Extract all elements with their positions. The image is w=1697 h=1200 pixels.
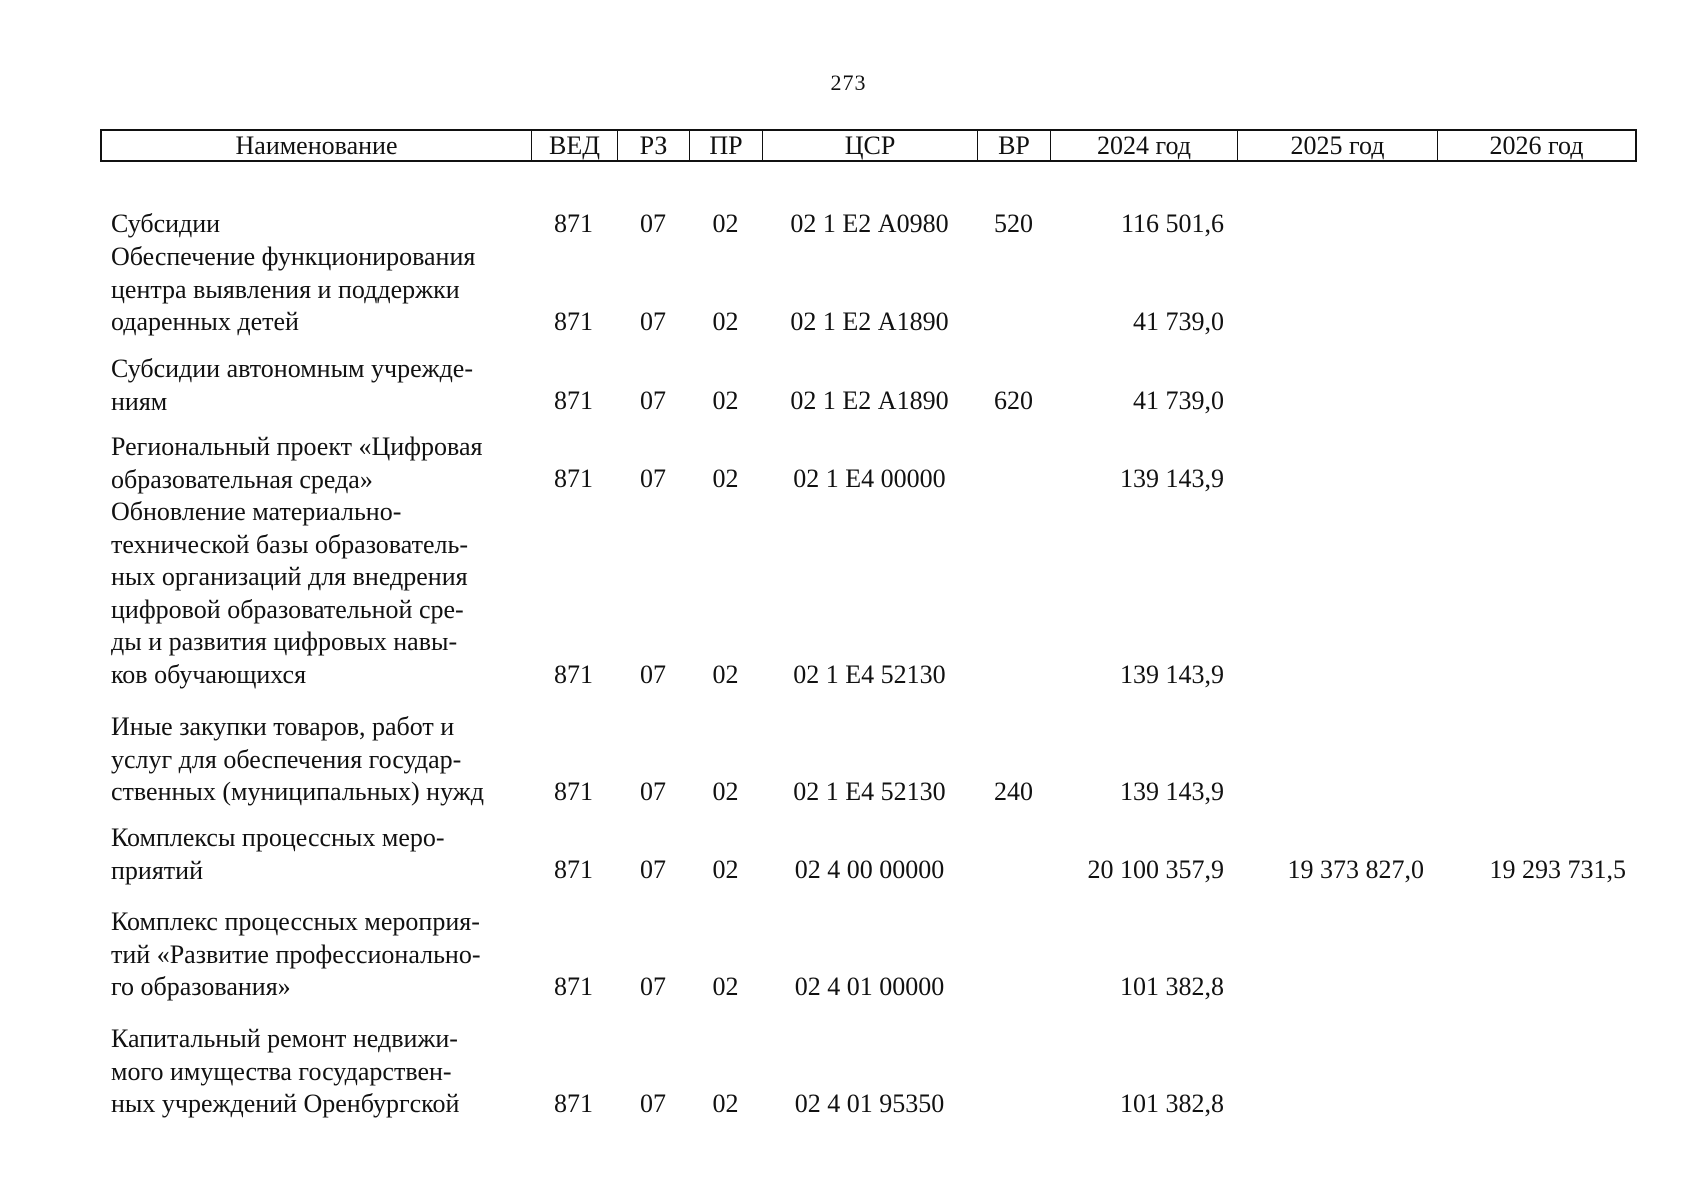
header-vr: ВР [978,131,1051,160]
row-rz: 07 [640,464,666,493]
row-rz: 07 [640,855,666,884]
row-csr: 02 4 01 00000 [794,972,945,1001]
header-2024: 2024 год [1051,131,1238,160]
row-pr: 02 [712,209,739,238]
row-2024: 139 143,9 [1120,660,1224,689]
row-rz: 07 [640,209,666,238]
row-ved: 871 [554,209,593,238]
row-rz: 07 [640,1089,666,1118]
row-2026: 19 293 731,5 [1489,855,1626,884]
row-pr: 02 [712,972,739,1001]
row-csr: 02 4 01 95350 [794,1089,945,1118]
row-name: Комплексы процессных меро- приятий [111,823,445,885]
row-ved: 871 [554,1089,593,1118]
row-csr: 02 1 Е2 А1890 [790,307,949,336]
table-header [100,129,1637,162]
row-csr: 02 1 Е4 52130 [793,777,946,806]
row-rz: 07 [640,777,666,806]
page-number: 273 [830,70,867,95]
row-ved: 871 [554,660,593,689]
row-ved: 871 [554,972,593,1001]
header-name: Наименование [102,131,532,160]
row-pr: 02 [712,660,739,689]
row-pr: 02 [712,1089,739,1118]
row-rz: 07 [640,972,666,1001]
row-pr: 02 [712,855,739,884]
row-name: Региональный проект «Цифровая образовательная среда» [111,432,483,494]
row-2024: 101 382,8 [1120,972,1224,1001]
row-rz: 07 [640,660,666,689]
row-2024: 139 143,9 [1120,464,1224,493]
row-pr: 02 [712,307,739,336]
row-2024: 101 382,8 [1120,1089,1224,1118]
row-2024: 116 501,6 [1120,209,1224,238]
header-ved: ВЕД [532,131,618,160]
row-vr: 620 [994,386,1033,415]
header-rz: РЗ [618,131,690,160]
header-2025: 2025 год [1238,131,1438,160]
row-2025: 19 373 827,0 [1287,855,1424,884]
row-ved: 871 [554,307,593,336]
row-name: Субсидии [111,209,221,238]
header-2026: 2026 год [1489,131,1584,160]
row-ved: 871 [554,386,593,415]
row-ved: 871 [554,464,593,493]
row-csr: 02 1 Е2 А0980 [790,209,949,238]
row-name: Комплекс процессных мероприя- тий «Развитие профессионально- го образования» [111,907,481,1002]
header-csr: ЦСР [763,131,978,160]
row-csr: 02 1 Е4 00000 [793,464,946,493]
row-vr: 240 [994,777,1033,806]
row-ved: 871 [554,777,593,806]
row-2024: 41 739,0 [1133,386,1224,415]
row-2024: 20 100 357,9 [1087,855,1224,884]
row-pr: 02 [712,464,739,493]
row-2024: 41 739,0 [1133,307,1224,336]
row-vr: 520 [994,209,1033,238]
row-pr: 02 [712,777,739,806]
row-rz: 07 [640,386,666,415]
row-name: Обеспечение функционирования центра выявления и поддержки одаренных детей [111,242,476,337]
row-csr: 02 4 00 00000 [794,855,945,884]
row-2024: 139 143,9 [1120,777,1224,806]
header-pr: ПР [690,131,763,160]
row-name: Обновление материально- технической базы образователь- ных организаций для внедрения цифровой образовательной сре- ды и развития цифровых навы- ков обучающихся [111,497,469,689]
row-name: Субсидии автономным учрежде- ниям [111,354,473,416]
row-pr: 02 [712,386,739,415]
row-csr: 02 1 Е4 52130 [793,660,946,689]
row-csr: 02 1 Е2 А1890 [790,386,949,415]
row-name: Иные закупки товаров, работ и услуг для обеспечения государ- ственных (муниципальных) нужд [111,712,484,807]
row-ved: 871 [554,855,593,884]
row-name: Капитальный ремонт недвижи- мого имущества государствен- ных учреждений Оренбургской [111,1024,460,1119]
row-rz: 07 [640,307,666,336]
